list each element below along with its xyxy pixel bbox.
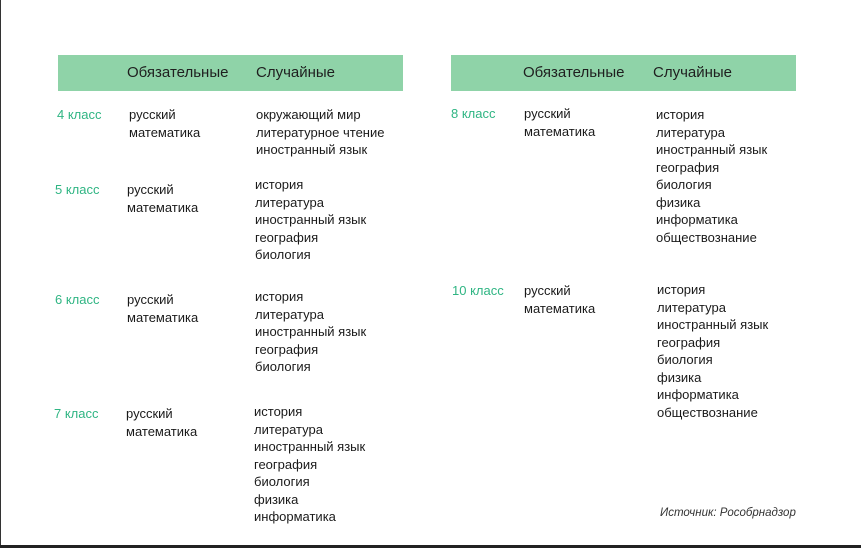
- subject: литература: [255, 194, 324, 210]
- mandatory-list: [126, 405, 197, 440]
- subject: обществознание: [656, 229, 757, 245]
- grade-label: 4 класс: [57, 107, 102, 122]
- header-mandatory: Обязательные: [127, 64, 229, 81]
- header-mandatory: Обязательные: [523, 64, 625, 81]
- subject: окружающий мир: [256, 107, 361, 122]
- subject: литературное чтение: [256, 124, 385, 140]
- subject: русский: [524, 283, 571, 298]
- mandatory-list: [524, 105, 595, 140]
- grade-label: 6 класс: [55, 292, 100, 307]
- subject: география: [656, 159, 720, 175]
- mandatory-list: [129, 106, 200, 141]
- subject: физика: [254, 491, 299, 507]
- subject: биология: [255, 247, 311, 262]
- subject: иностранный язык: [254, 439, 366, 454]
- mandatory-list: [127, 291, 198, 326]
- grade-label: 10 класс: [452, 283, 504, 298]
- subject: иностранный язык: [656, 142, 768, 157]
- grade-label: 8 класс: [451, 106, 496, 121]
- left-table-header: [58, 55, 403, 91]
- subject: математика: [126, 423, 198, 439]
- random-list: [255, 176, 366, 264]
- subject: математика: [127, 199, 199, 215]
- subject: математика: [524, 123, 596, 139]
- subject: русский: [126, 406, 173, 421]
- random-list: [256, 106, 384, 159]
- source-caption: Источник: Рособрнадзор: [660, 507, 796, 519]
- subject: география: [255, 341, 319, 357]
- subject: иностранный язык: [256, 142, 368, 157]
- subject: математика: [129, 124, 201, 140]
- right-table-header: [451, 55, 796, 91]
- subject: история: [657, 282, 706, 297]
- random-list: [254, 403, 365, 526]
- subject: география: [657, 334, 721, 350]
- subject: литература: [657, 299, 726, 315]
- header-random: Случайные: [653, 64, 733, 81]
- subject: информатика: [254, 509, 336, 524]
- subject: русский: [524, 106, 571, 121]
- random-list: [255, 288, 366, 376]
- grade-label: 7 класс: [54, 406, 99, 421]
- subject: история: [254, 404, 303, 419]
- frame-border-left: [0, 0, 1, 548]
- subject: литература: [656, 124, 725, 140]
- subject: русский: [127, 292, 174, 307]
- subject: биология: [657, 352, 713, 367]
- subject: русский: [127, 182, 174, 197]
- subject: обществознание: [657, 404, 758, 420]
- subject: литература: [254, 421, 323, 437]
- subject: география: [254, 456, 318, 472]
- subject: иностранный язык: [255, 212, 367, 227]
- random-list: [656, 106, 767, 246]
- subject: история: [255, 289, 304, 304]
- mandatory-list: [127, 181, 198, 216]
- header-random: Случайные: [256, 64, 336, 81]
- subject: история: [255, 177, 304, 192]
- subject: физика: [656, 194, 701, 210]
- subject: история: [656, 107, 705, 122]
- subject: биология: [656, 177, 712, 192]
- subject: информатика: [656, 212, 738, 227]
- subject: биология: [254, 474, 310, 489]
- subject: биология: [255, 359, 311, 374]
- subject: русский: [129, 107, 176, 122]
- subject: география: [255, 229, 319, 245]
- subject: иностранный язык: [657, 317, 769, 332]
- random-list: [657, 281, 768, 421]
- mandatory-list: [524, 282, 595, 317]
- subject: физика: [657, 369, 702, 385]
- subject: математика: [127, 309, 199, 325]
- subject: литература: [255, 306, 324, 322]
- subject: иностранный язык: [255, 324, 367, 339]
- subject: информатика: [657, 387, 739, 402]
- subject: математика: [524, 300, 596, 316]
- grade-label: 5 класс: [55, 182, 100, 197]
